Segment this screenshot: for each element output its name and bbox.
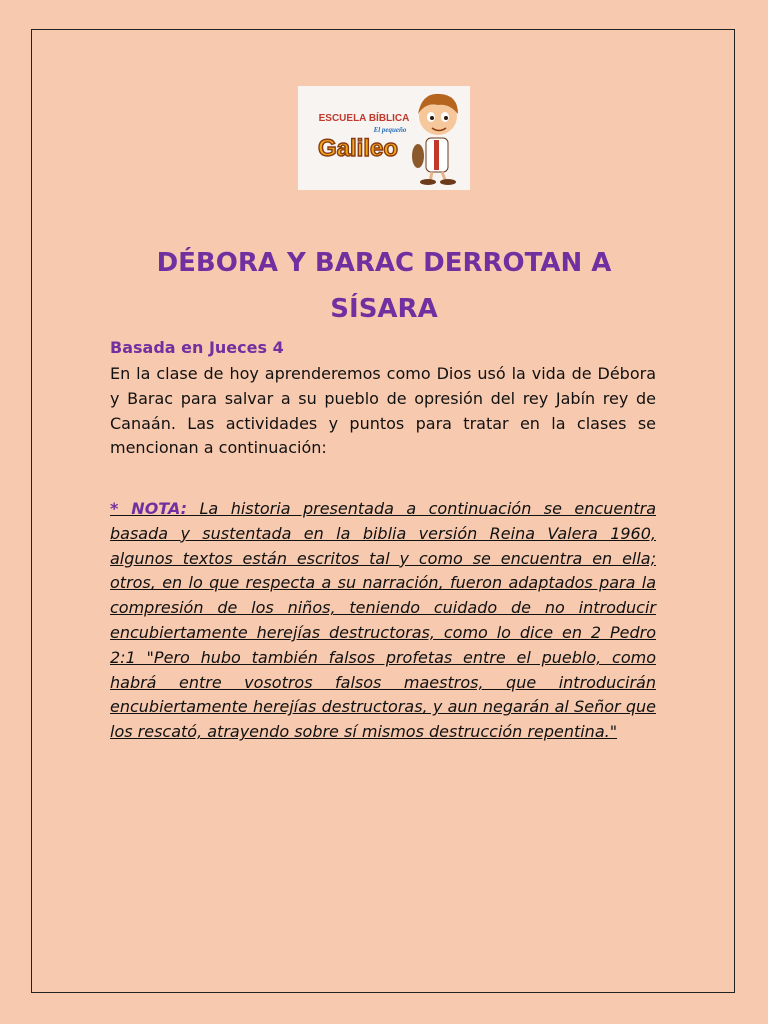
- note-paragraph: [110, 497, 656, 745]
- intro-paragraph: En la clase de hoy aprenderemos como Dios usó la vida de Débora y Barac para salvar a su pueblo de opresión del rey Jabín rey de Canaán. Las actividades y puntos para tratar en la clases se mencionan a continuación:: [110, 364, 656, 458]
- note-label: * NOTA:: [110, 499, 188, 518]
- note-text: La historia presentada a continuación se encuentra basada y sustentada en la biblia versión Reina Valera 1960, algunos textos están escritos tal y como se encuentra en ella; otros, en lo que respecta a su narración, fueron adaptados para la compresión de los niños, teniendo cuidado de no introducir encubiertamente herejías destructoras, como lo dice en 2 Pedro 2:1 "Pero hubo también falsos profetas entre el pueblo, como habrá entre vosotros falsos maestros, que introducirán encubiertamente herejías destructoras, y aun negarán al Señor que los rescató, atrayendo sobre sí mismos destrucción repentina.": [110, 499, 656, 742]
- logo-line1: ESCUELA BÍBLICA: [318, 113, 410, 124]
- boy-character-icon: [412, 94, 458, 185]
- logo-line2: El pequeño: [373, 126, 407, 134]
- school-logo: [298, 86, 470, 190]
- scripture-reference: Basada en Jueces 4: [110, 338, 284, 357]
- page-title: DÉBORA Y BARAC DERROTAN A SÍSARA: [156, 248, 612, 324]
- logo-line3: Galileo: [317, 135, 399, 162]
